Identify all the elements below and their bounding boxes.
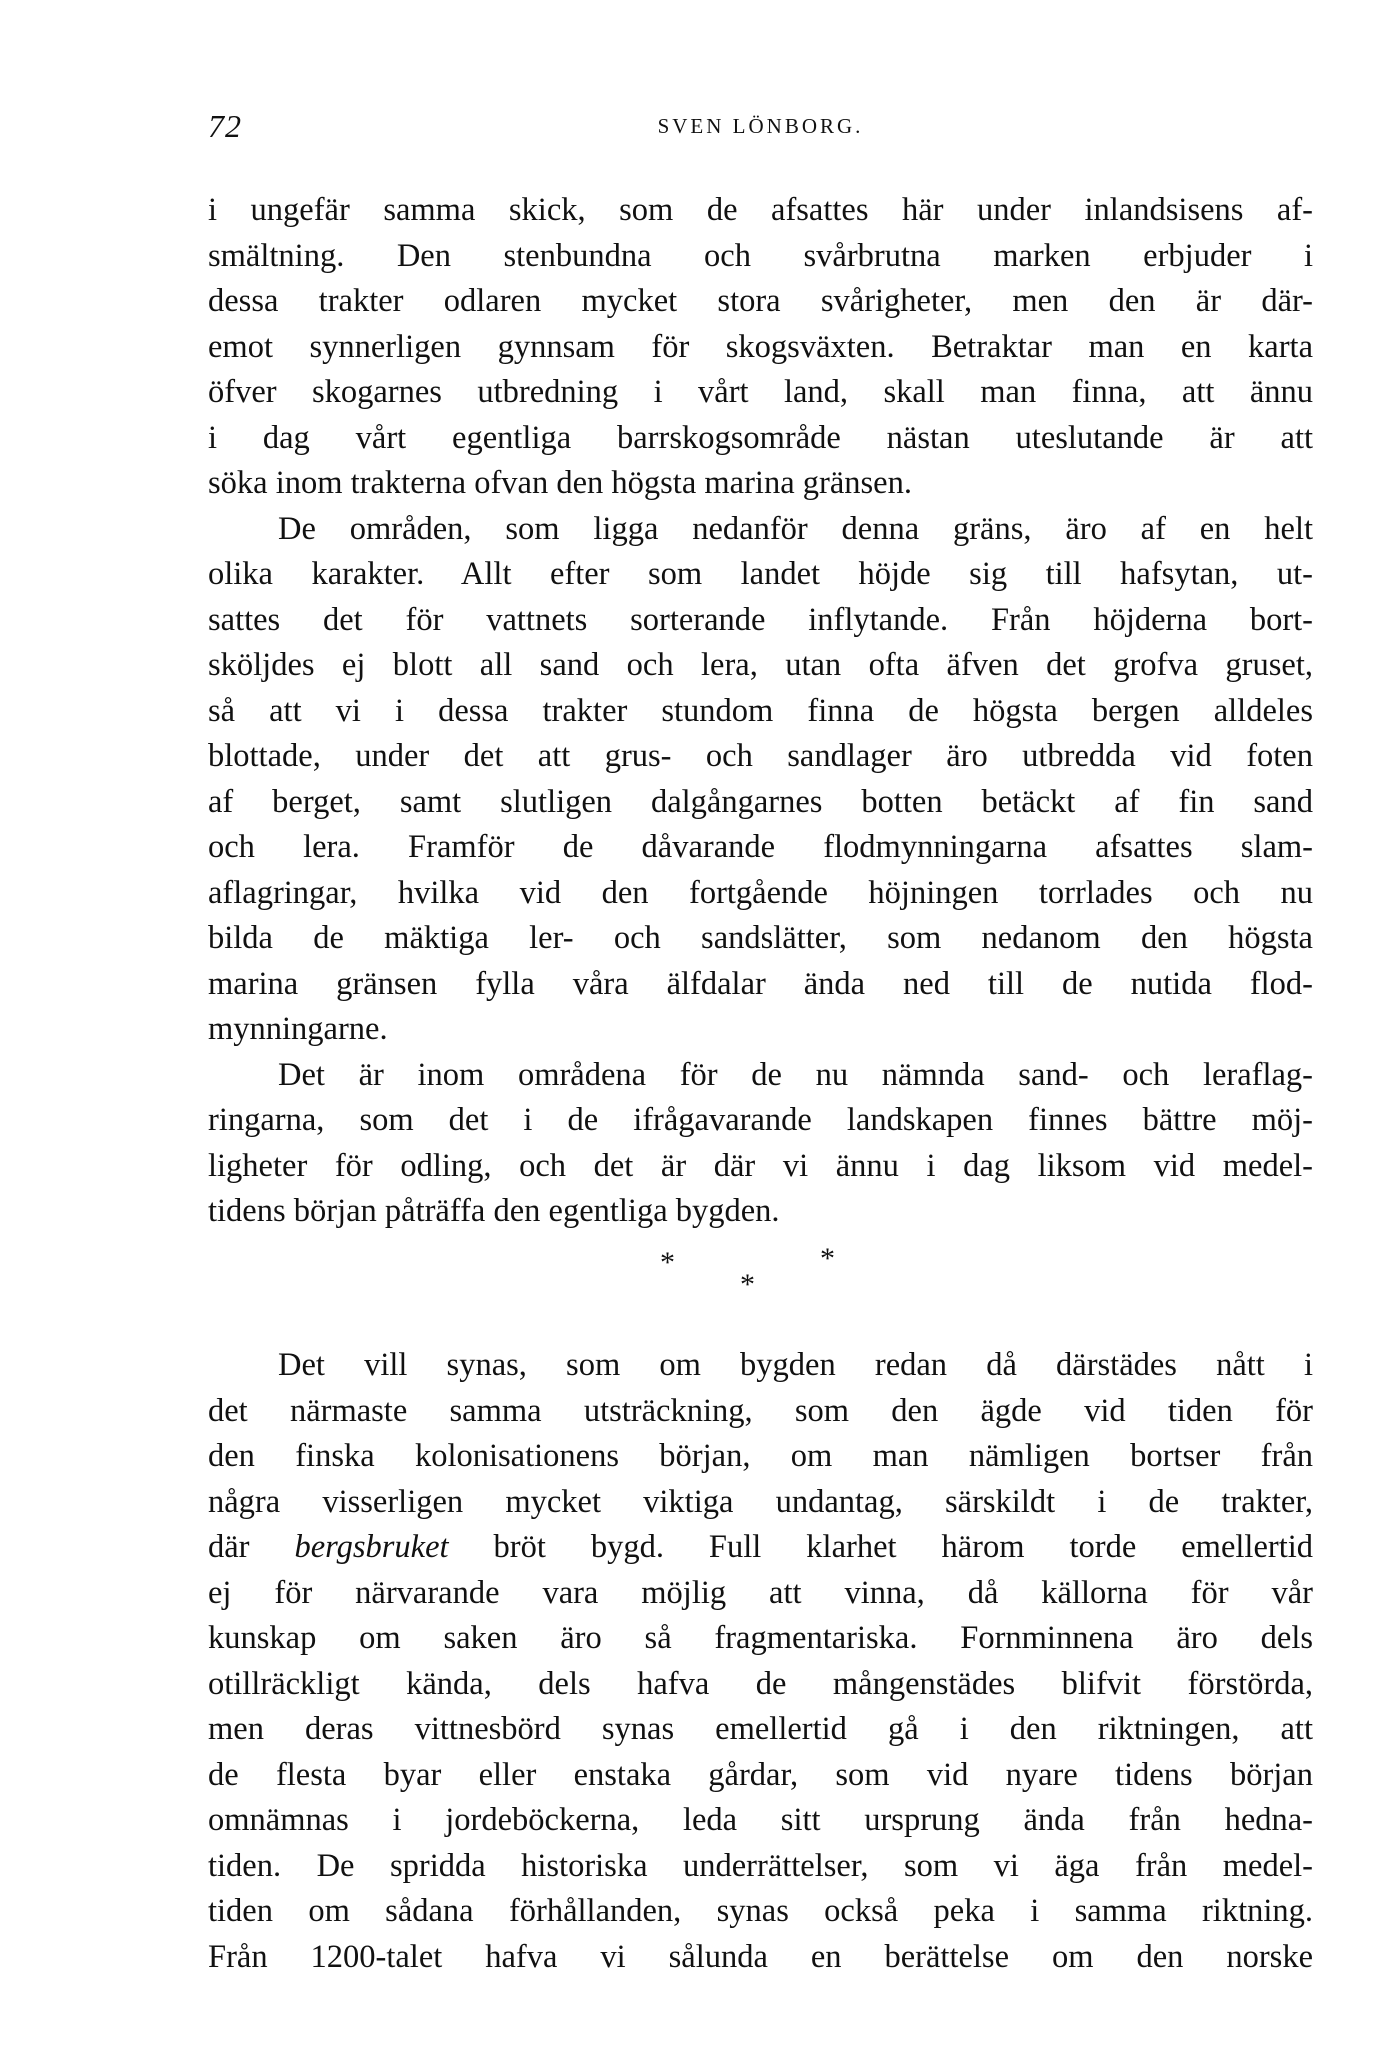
- text-section-1: [208, 188, 1313, 1235]
- text-line: smältning. Den stenbundna och svårbrutna marken erbjuder i: [208, 237, 1313, 274]
- text-line: så att vi i dessa trakter stundom finna de högsta bergen alldeles: [208, 692, 1313, 729]
- text-line: tidens början påträffa den egentliga bygden.: [208, 1193, 780, 1229]
- text-line: den finska kolonisationens början, om man nämligen bortser från: [208, 1438, 1313, 1474]
- page-number: 72: [208, 108, 242, 144]
- italic-term: bergsbruket: [294, 1529, 449, 1565]
- text-line: sköljdes ej blott all sand och lera, utan ofta äfven det grofva gruset,: [208, 647, 1313, 683]
- text-line: bilda de mäktiga ler- och sandslätter, som nedanom den högsta: [208, 920, 1313, 956]
- text-line: öfver skogarnes utbredning i vårt land, skall man finna, att ännu: [208, 374, 1313, 410]
- text-line: aflagringar, hvilka vid den fortgående höjningen torrlades och nu: [208, 874, 1313, 911]
- text-line: Från 1200-talet hafva vi sålunda en berättelse om den norske: [208, 1938, 1313, 1975]
- text-line: dessa trakter odlaren mycket stora svårigheter, men den är där-: [208, 283, 1313, 319]
- text-line: tiden om sådana förhållanden, synas också peka i samma riktning.: [208, 1893, 1313, 1929]
- text-line: det närmaste samma utsträckning, som den ägde vid tiden för: [208, 1392, 1313, 1429]
- text-run: där: [208, 1529, 295, 1565]
- text-line: i ungefär samma skick, som de afsattes här under inlandsisens af-: [208, 192, 1313, 228]
- asterisk-mark: *: [740, 1268, 755, 1301]
- text-line: ej för närvarande vara möjlig att vinna, då källorna för vår: [208, 1574, 1313, 1611]
- text-line: ligheter för odling, och det är där vi ännu i dag liksom vid medel-: [208, 1147, 1313, 1184]
- text-line: de flesta byar eller enstaka gårdar, som vid nyare tidens början: [208, 1756, 1313, 1793]
- text-line: men deras vittnesbörd synas emellertid gå i den riktningen, att: [208, 1711, 1313, 1747]
- text-line: och lera. Framför de dåvarande flodmynningarna afsattes slam-: [208, 829, 1313, 865]
- text-line: tiden. De spridda historiska underrättelser, som vi äga från medel-: [208, 1847, 1313, 1884]
- text-line: marina gränsen fylla våra älfdalar ända ned till de nutida flod-: [208, 965, 1313, 1002]
- asterisk-mark: *: [660, 1246, 675, 1279]
- text-line: sattes det för vattnets sorterande inflytande. Från höjderna bort-: [208, 601, 1313, 638]
- text-line: söka inom trakterna ofvan den högsta marina gränsen.: [208, 465, 912, 501]
- text-line: af berget, samt slutligen dalgångarnes botten betäckt af fin sand: [208, 783, 1313, 820]
- text-line: blottade, under det att grus- och sandlager äro utbredda vid foten: [208, 738, 1313, 774]
- text-line: ringarna, som det i de ifrågavarande landskapen finnes bättre möj-: [208, 1102, 1313, 1138]
- running-title: SVEN LÖNBORG.: [657, 114, 864, 138]
- text-line: otillräckligt kända, dels hafva de mångenstädes blifvit förstörda,: [208, 1665, 1313, 1702]
- text-line: några visserligen mycket viktiga undantag, särskildt i de trakter,: [208, 1483, 1313, 1520]
- running-head: [208, 108, 1313, 148]
- text-line: omnämnas i jordeböckerna, leda sitt ursprung ända från hedna-: [208, 1802, 1313, 1838]
- text-line: mynningarne.: [208, 1011, 388, 1047]
- text-section-2: [208, 1343, 1313, 1980]
- asterisk-mark: *: [820, 1242, 835, 1275]
- text-line: emot synnerligen gynnsam för skogsväxten. Betraktar man en karta: [208, 328, 1313, 365]
- text-line: Det vill synas, som om bygden redan då därstädes nått i: [278, 1347, 1313, 1383]
- text-line: De områden, som ligga nedanför denna gräns, äro af en helt: [278, 510, 1313, 547]
- text-line: Det är inom områdena för de nu nämnda sand- och leraflag-: [278, 1056, 1313, 1093]
- text-line: i dag vårt egentliga barrskogsområde nästan uteslutande är att: [208, 419, 1313, 456]
- text-run: bröt bygd. Full klarhet härom torde emellertid: [448, 1529, 1313, 1565]
- text-line: [208, 1525, 1313, 1571]
- section-separator: [640, 1240, 860, 1310]
- text-line: olika karakter. Allt efter som landet höjde sig till hafsytan, ut-: [208, 556, 1313, 592]
- text-line: kunskap om saken äro så fragmentariska. Fornminnena äro dels: [208, 1620, 1313, 1656]
